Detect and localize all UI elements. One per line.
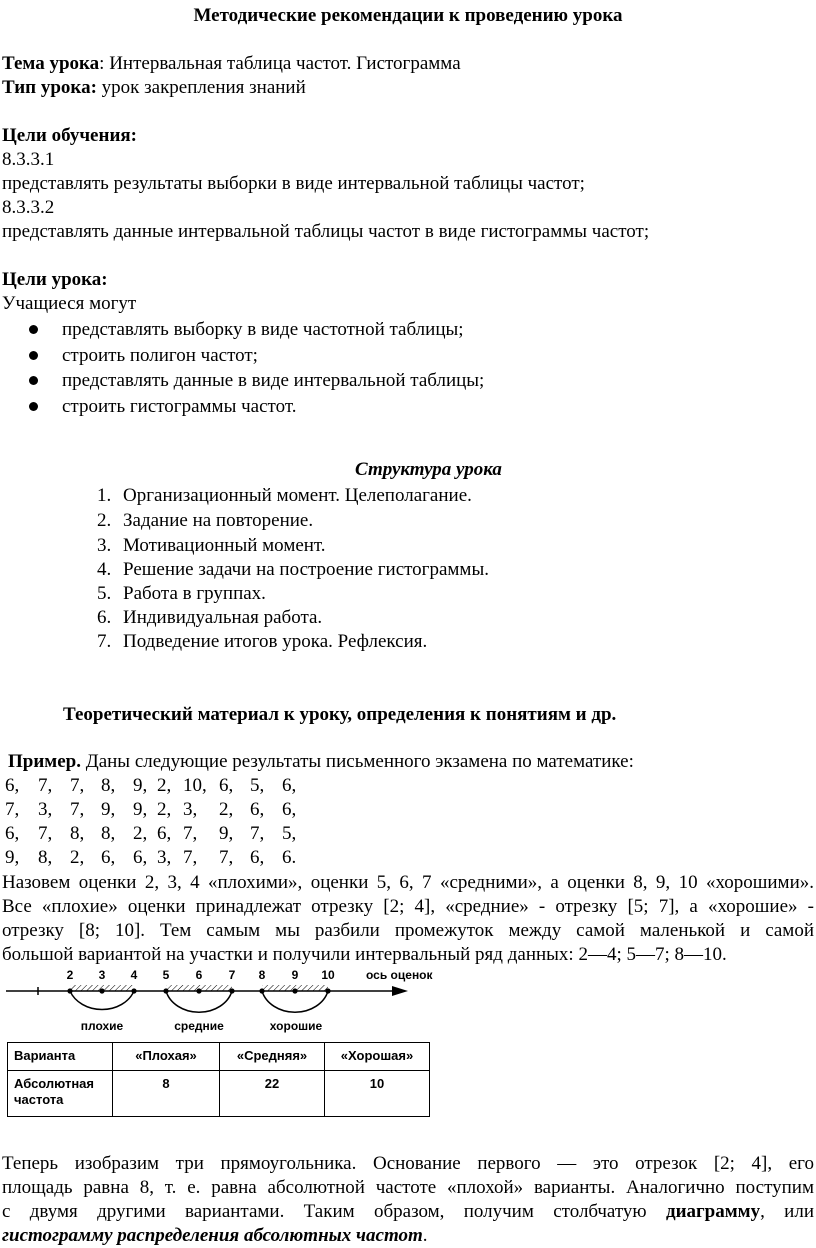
- example-value: 9,: [219, 823, 234, 844]
- example-value: 2,: [219, 799, 234, 820]
- example-value: 9,: [101, 799, 116, 820]
- arc-good: [262, 991, 328, 1012]
- example-value: 7,: [219, 847, 234, 868]
- paragraph-line: большой вариантой на участки и получили интервальный ряд данных: 2—4; 5—7; 8—10.: [2, 944, 727, 965]
- structure-item: Работа в группах.: [123, 583, 266, 604]
- example-value: 6,: [5, 823, 20, 844]
- bullet-icon: [29, 376, 38, 385]
- list-item: строить гистограммы частот.: [62, 396, 297, 417]
- example-value: 2,: [133, 823, 148, 844]
- example-value: 7,: [5, 799, 20, 820]
- example-value: 2,: [157, 775, 172, 796]
- example-value: 6,: [282, 775, 297, 796]
- example-value: 10,: [183, 775, 207, 796]
- example-value: 7,: [250, 823, 265, 844]
- paragraph-line: Назовем оценки 2, 3, 4 «плохими», оценки 5, 6, 7 «средними», а оценки 8, 9, 10 «хорошими».: [2, 872, 814, 893]
- axis-tick-label: 6: [195, 968, 203, 982]
- axis-tick-label: 8: [258, 968, 266, 982]
- structure-item: Задание на повторение.: [123, 510, 314, 531]
- lesson-goals-intro: Учащиеся могут: [2, 293, 137, 314]
- table-header-cell: Варианта: [8, 1043, 113, 1071]
- structure-num: 1.: [97, 485, 112, 506]
- frequency-table: [7, 1042, 430, 1117]
- example-value: 6,: [250, 847, 265, 868]
- structure-num: 7.: [97, 631, 112, 652]
- example-value: 7,: [38, 823, 53, 844]
- example-value: 9,: [133, 799, 148, 820]
- example-value: 5,: [282, 823, 297, 844]
- axis-point: [292, 988, 297, 993]
- axis-point: [131, 988, 136, 993]
- table-cell: 10: [325, 1071, 430, 1117]
- example-value: 6,: [133, 847, 148, 868]
- axis-tick-label: 7: [228, 968, 236, 982]
- table-header-cell: «Плохая»: [113, 1043, 220, 1071]
- lesson-goals-heading: Цели урока:: [2, 269, 108, 290]
- arc-bad: [70, 991, 134, 1010]
- paragraph-line: гистограмму распределения абсолютных частот.: [2, 1225, 428, 1246]
- learning-goals-heading: Цели обучения:: [2, 125, 137, 146]
- example-value: 5,: [250, 775, 265, 796]
- structure-item: Подведение итогов урока. Рефлексия.: [123, 631, 428, 652]
- axis-arrow-icon: [392, 986, 408, 996]
- example-value: 7,: [70, 799, 85, 820]
- example-value: 6.: [282, 847, 297, 868]
- paragraph-line: отрезку [8; 10]. Тем самым мы разбили промежуток между самой маленькой и самой: [2, 920, 814, 941]
- example-value: 8,: [70, 823, 85, 844]
- structure-item: Мотивационный момент.: [123, 535, 326, 556]
- lesson-type-line: Тип урока: урок закрепления знаний: [2, 77, 306, 98]
- example-value: 6,: [101, 847, 116, 868]
- goal-code: 8.3.3.2: [2, 197, 55, 218]
- axis-tick-label: 4: [130, 968, 138, 982]
- structure-num: 3.: [97, 535, 112, 556]
- arc-medium: [166, 991, 232, 1012]
- example-value: 8,: [101, 775, 116, 796]
- paragraph-line: площадь равна 8, т. е. равна абсолютной частоте «плохой» варианты. Аналогично поступим: [2, 1177, 814, 1198]
- page-title: Методические рекомендации к проведению урока: [193, 5, 623, 26]
- axis-tick-label: 2: [66, 968, 74, 982]
- example-value: 8,: [101, 823, 116, 844]
- axis-tick-label: 3: [98, 968, 106, 982]
- axis-tick-label: 10: [321, 968, 335, 982]
- grade-axis-figure: [0, 964, 440, 1036]
- table-row-label: Абсолютная частота: [8, 1071, 113, 1117]
- example-value: 2,: [70, 847, 85, 868]
- example-value: 6,: [250, 799, 265, 820]
- table-header-cell: «Хорошая»: [325, 1043, 430, 1071]
- theory-heading: Теоретический материал к уроку, определения к понятиям и др.: [63, 704, 617, 725]
- axis-tick-label: 9: [291, 968, 299, 982]
- group-label-medium: средние: [174, 1019, 224, 1033]
- example-value: 3,: [157, 847, 172, 868]
- example-value: 7,: [38, 775, 53, 796]
- axis-point: [163, 988, 168, 993]
- group-label-good: хорошие: [269, 1019, 323, 1033]
- group-label-bad: плохие: [80, 1019, 124, 1033]
- axis-tick-label: 5: [162, 968, 170, 982]
- table-cell: 8: [113, 1071, 220, 1117]
- axis-point: [99, 988, 104, 993]
- goal-text: представлять данные интервальной таблицы частот в виде гистограммы частот;: [2, 221, 650, 242]
- example-value: 7,: [183, 823, 198, 844]
- structure-num: 2.: [97, 510, 112, 531]
- example-value: 6,: [219, 775, 234, 796]
- axis-point: [196, 988, 201, 993]
- axis-point: [259, 988, 264, 993]
- structure-num: 6.: [97, 607, 112, 628]
- structure-item: Индивидуальная работа.: [123, 607, 323, 628]
- table-cell: 22: [220, 1071, 325, 1117]
- bullet-icon: [29, 402, 38, 411]
- example-value: 3,: [38, 799, 53, 820]
- table-row: [8, 1071, 430, 1117]
- axis-point: [67, 988, 72, 993]
- goal-code: 8.3.3.1: [2, 149, 55, 170]
- structure-item: Организационный момент. Целеполагание.: [123, 485, 472, 506]
- structure-heading: Структура урока: [355, 459, 502, 480]
- axis-point: [229, 988, 234, 993]
- example-value: 6,: [157, 823, 172, 844]
- example-value: 8,: [38, 847, 53, 868]
- structure-num: 5.: [97, 583, 112, 604]
- example-value: 2,: [157, 799, 172, 820]
- example-value: 7,: [183, 847, 198, 868]
- structure-item: Решение задачи на построение гистограммы.: [123, 559, 489, 580]
- topic-line: Тема урока: Интервальная таблица частот. Гистограмма: [2, 53, 461, 74]
- example-value: 9,: [133, 775, 148, 796]
- table-header-cell: «Средняя»: [220, 1043, 325, 1071]
- paragraph-line: Теперь изобразим три прямоугольника. Основание первого — это отрезок [2; 4], его: [2, 1153, 814, 1174]
- example-intro: Пример. Даны следующие результаты письменного экзамена по математике:: [8, 751, 634, 772]
- example-value: 6,: [5, 775, 20, 796]
- bullet-icon: [29, 351, 38, 360]
- table-header-row: [8, 1043, 430, 1071]
- paragraph-line: Все «плохие» оценки принадлежат отрезку [2; 4], «средние» - отрезку [5; 7], а «хорошие» -: [2, 896, 814, 917]
- goal-text: представлять результаты выборки в виде интервальной таблицы частот;: [2, 173, 585, 194]
- bullet-icon: [29, 325, 38, 334]
- example-value: 7,: [70, 775, 85, 796]
- axis-title: ось оценок: [366, 968, 433, 982]
- list-item: строить полигон частот;: [62, 345, 258, 366]
- example-value: 9,: [5, 847, 20, 868]
- structure-num: 4.: [97, 559, 112, 580]
- axis-point: [325, 988, 330, 993]
- example-value: 3,: [183, 799, 198, 820]
- list-item: представлять выборку в виде частотной таблицы;: [62, 319, 464, 340]
- paragraph-line: с двумя другими вариантами. Таким образом, получим столбчатую диаграмму, или: [2, 1201, 814, 1222]
- example-value: 6,: [282, 799, 297, 820]
- list-item: представлять данные в виде интервальной таблицы;: [62, 370, 485, 391]
